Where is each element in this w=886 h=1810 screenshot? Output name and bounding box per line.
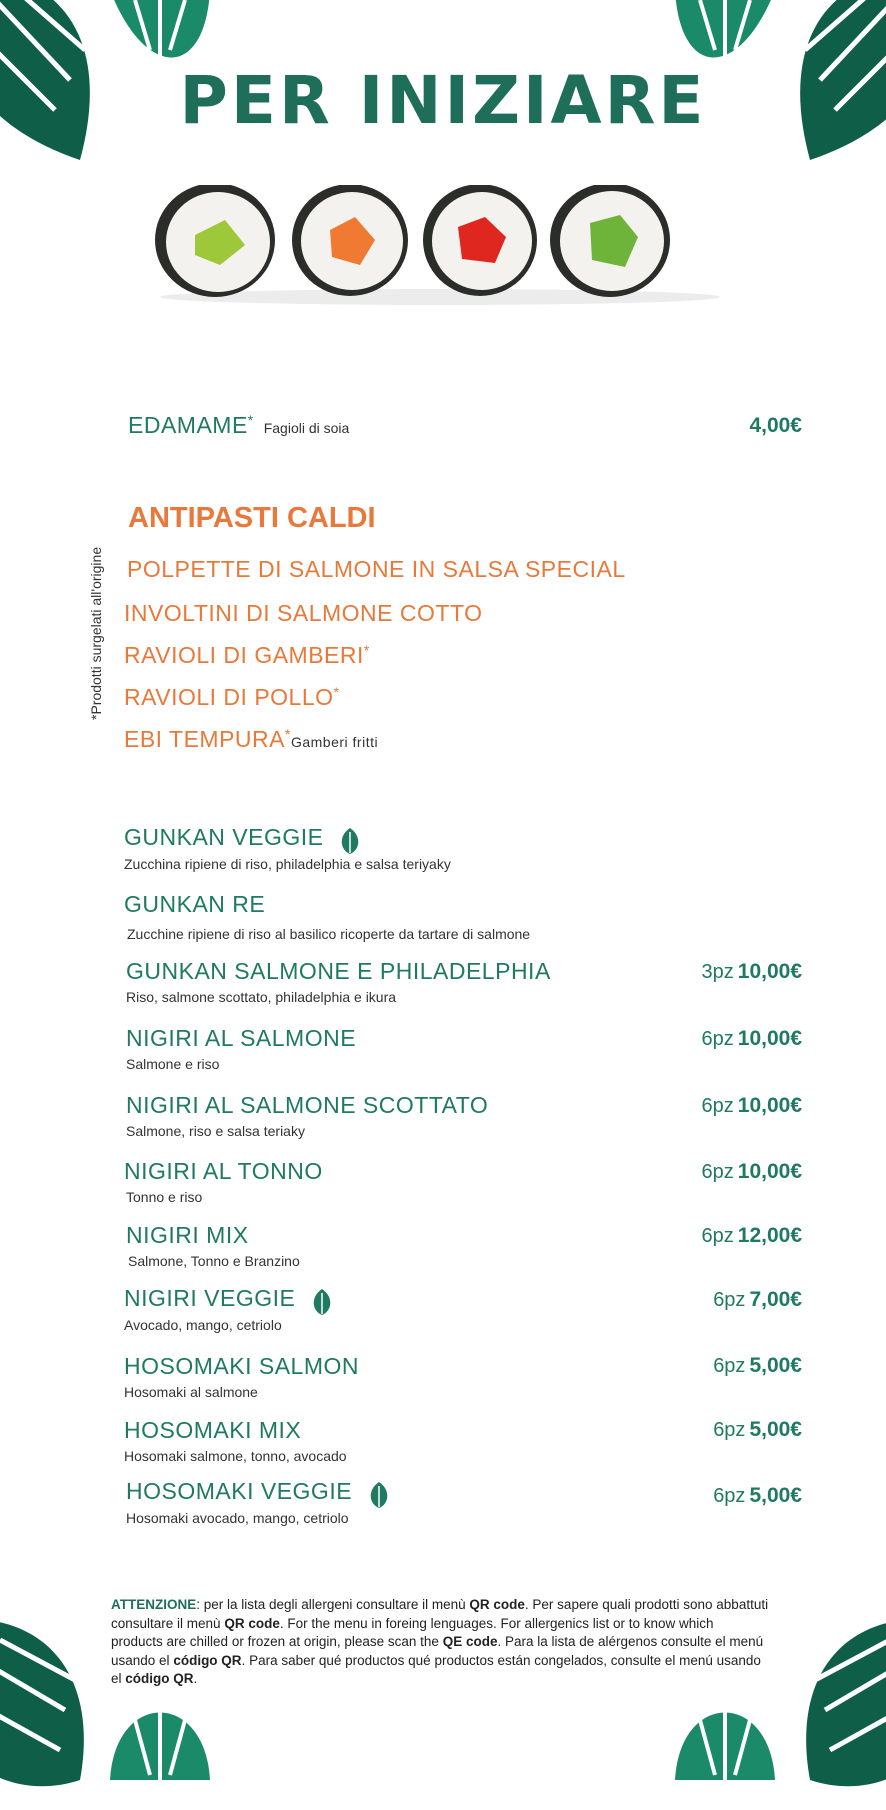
item-name: GUNKAN VEGGIE <box>124 824 324 850</box>
veggie-leaf-icon <box>338 826 362 856</box>
antipasti-heading: ANTIPASTI CALDI <box>128 502 376 534</box>
item-price: 6pz 10,00€ <box>701 1160 802 1183</box>
sushi-roll-cucumber-icon <box>550 185 670 297</box>
sushi-roll-tuna-icon <box>423 185 537 296</box>
item-name: NIGIRI MIX <box>126 1222 249 1248</box>
item-description: Salmone e riso <box>126 1056 220 1072</box>
edamame-price: 4,00€ <box>749 414 802 437</box>
item-price: 6pz 10,00€ <box>701 1094 802 1117</box>
item-description: Zucchine ripiene di riso al basilico ricoperte da tartare di salmone <box>127 926 531 942</box>
item-description: Salmone, riso e salsa teriaky <box>126 1123 305 1139</box>
menu-item-nigiri-veggie <box>124 1285 334 1333</box>
veggie-leaf-icon <box>367 1480 391 1510</box>
edamame-name: EDAMAME <box>128 412 248 438</box>
qr-code-reference: QE code <box>442 1634 498 1649</box>
edamame-item <box>128 412 349 439</box>
menu-item-nigiri-tonno <box>124 1158 323 1205</box>
antipasti-item: POLPETTE DI SALMONE IN SALSA SPECIAL <box>127 556 626 582</box>
antipasti-item: RAVIOLI DI GAMBERI* <box>124 642 370 668</box>
frozen-star: * <box>247 412 254 428</box>
page-title: PER INIZIARE <box>179 62 707 139</box>
menu-item-nigiri-salmone-scottato <box>126 1092 488 1139</box>
sushi-roll-avocado-icon <box>155 185 275 297</box>
menu-item-gunkan-salmone <box>126 958 551 1005</box>
item-description: Riso, salmone scottato, philadelphia e ikura <box>126 989 397 1005</box>
antipasti-item: EBI TEMPURA*Gamberi fritti <box>124 726 379 752</box>
sushi-roll-salmon-icon <box>292 185 408 296</box>
allergen-notice: ATTENZIONE: per la lista degli allergeni consultare il menù QR code. Per sapere quali prodotti sono abbattuti consultare il menù QR code. For the menu in foreing lenguages. For allergenics list or to know which products are chilled or frozen at origin, please scan the QE code. Para la lista de alérgenos consulte el menú usando el código QR. Para saber qué productos qué productos están congelados, consulte el menú usando el código QR. <box>111 1597 769 1686</box>
item-description: Zucchina ripiene di riso, philadelphia e salsa teriyaky <box>124 855 451 872</box>
item-name: GUNKAN RE <box>124 891 266 917</box>
item-name: HOSOMAKI MIX <box>124 1417 302 1443</box>
frozen-products-note: *Prodotti surgelati all'origine <box>88 546 104 720</box>
item-price: 6pz 12,00€ <box>701 1224 802 1247</box>
menu-item-nigiri-salmone <box>126 1025 356 1072</box>
antipasti-item: RAVIOLI DI POLLO* <box>124 684 340 710</box>
item-name: NIGIRI AL SALMONE SCOTTATO <box>126 1092 489 1118</box>
item-name: GUNKAN SALMONE E PHILADELPHIA <box>126 958 551 984</box>
item-name: NIGIRI AL TONNO <box>124 1158 323 1184</box>
menu-item-hosomaki-veggie <box>126 1478 391 1526</box>
menu-item-gunkan-veggie <box>124 824 451 872</box>
item-description: Hosomaki al salmone <box>124 1384 258 1400</box>
item-description: Salmone, Tonno e Branzino <box>128 1253 300 1269</box>
menu-item-hosomaki-mix <box>124 1417 347 1464</box>
item-name: HOSOMAKI SALMON <box>124 1353 359 1379</box>
veggie-leaf-icon <box>310 1287 334 1317</box>
item-description: Avocado, mango, cetriolo <box>124 1316 282 1333</box>
menu-item-nigiri-mix <box>126 1222 300 1269</box>
item-description: Hosomaki avocado, mango, cetriolo <box>126 1509 349 1526</box>
monstera-leaf-bottom-left-small-icon <box>105 1690 215 1790</box>
item-price: 6pz 5,00€ <box>713 1354 802 1377</box>
menu-item-hosomaki-salmon <box>124 1353 359 1400</box>
monstera-leaf-bottom-right-icon <box>780 1600 886 1810</box>
qr-code-reference: QR code <box>469 1597 525 1612</box>
item-price: 6pz 5,00€ <box>713 1418 802 1441</box>
item-description: Tonno e riso <box>126 1189 203 1205</box>
antipasti-item: INVOLTINI DI SALMONE COTTO <box>124 600 483 626</box>
item-price: 3pz 10,00€ <box>701 960 802 983</box>
edamame-description: Fagioli di soia <box>263 420 350 436</box>
item-description: Hosomaki salmone, tonno, avocado <box>124 1448 347 1464</box>
qr-code-reference: código QR <box>125 1671 194 1686</box>
menu-item-gunkan-re <box>124 891 530 942</box>
item-price: 6pz 5,00€ <box>713 1484 802 1507</box>
sushi-rolls-image <box>150 185 730 310</box>
item-price: 6pz 10,00€ <box>701 1027 802 1050</box>
item-name: HOSOMAKI VEGGIE <box>126 1478 353 1504</box>
item-name: NIGIRI VEGGIE <box>124 1285 296 1311</box>
item-price: 6pz 7,00€ <box>713 1288 802 1311</box>
monstera-leaf-bottom-left-icon <box>0 1600 110 1810</box>
item-name: NIGIRI AL SALMONE <box>126 1025 357 1051</box>
qr-code-reference: código QR <box>173 1652 242 1668</box>
monstera-leaf-bottom-right-small-icon <box>670 1690 780 1790</box>
qr-code-reference: QR code <box>224 1615 280 1631</box>
